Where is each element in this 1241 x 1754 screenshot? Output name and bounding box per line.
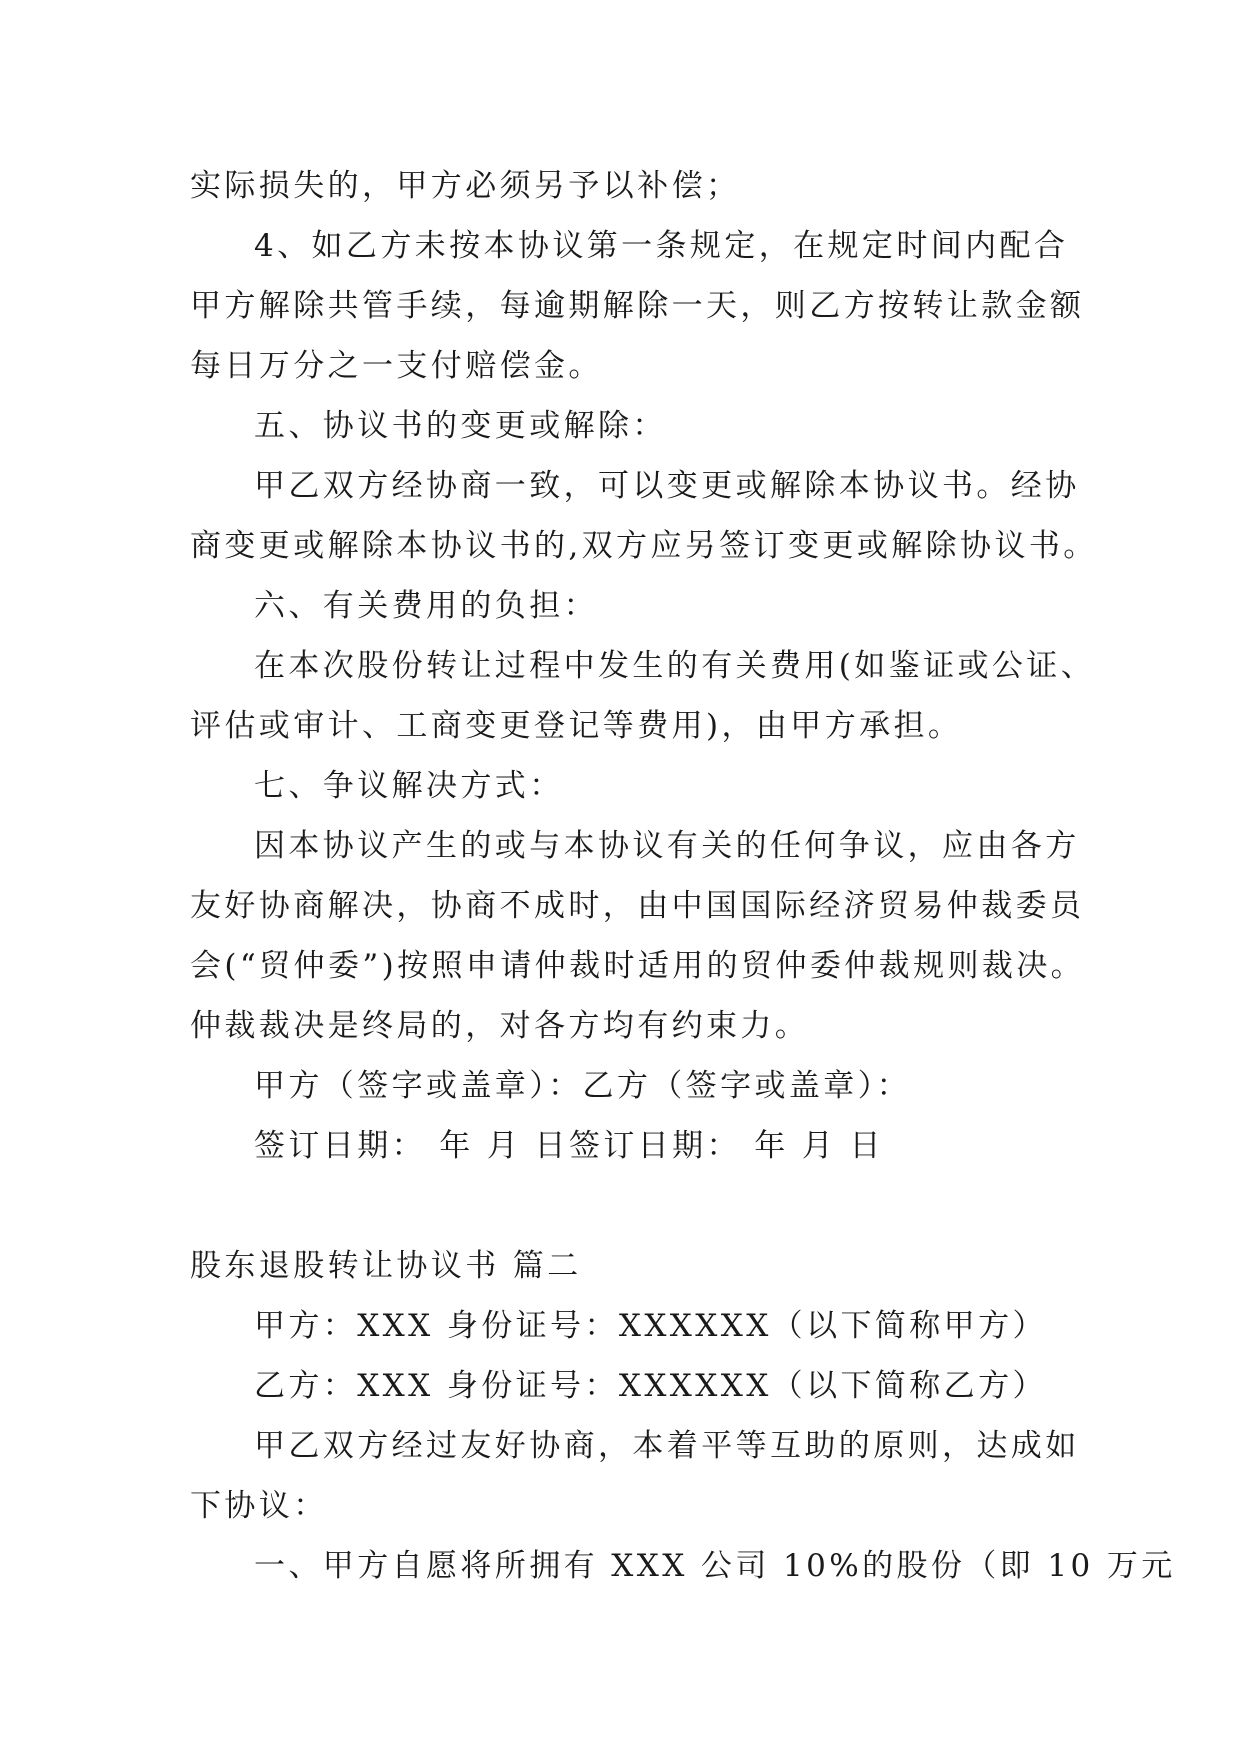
text-line: 友好协商解决，协商不成时，由中国国际经济贸易仲裁委员 xyxy=(190,888,1085,924)
text-line: 评估或审计、工商变更登记等费用)，由甲方承担。 xyxy=(190,708,963,744)
text-line: 会(“贸仲委”)按照申请仲裁时适用的贸仲委仲裁规则裁决。 xyxy=(190,948,1086,984)
text-line: 甲方解除共管手续，每逾期解除一天，则乙方按转让款金额 xyxy=(190,288,1085,324)
text-line: 仲裁裁决是终局的，对各方均有约束力。 xyxy=(190,1008,810,1044)
section-heading: 六、有关费用的负担： xyxy=(254,588,598,624)
text-line: 甲乙双方经过友好协商，本着平等互助的原则，达成如 xyxy=(254,1428,1080,1464)
section-heading: 七、争议解决方式： xyxy=(254,768,564,804)
text-line: 一、甲方自愿将所拥有 XXX 公司 10%的股份（即 10 万元 xyxy=(254,1548,1176,1584)
text-line: 4、如乙方未按本协议第一条规定，在规定时间内配合 xyxy=(254,228,1069,264)
text-line: 每日万分之一支付赔偿金。 xyxy=(190,348,603,384)
text-line: 甲乙双方经协商一致，可以变更或解除本协议书。经协 xyxy=(254,468,1080,504)
party-a-line: 甲方：XXX 身份证号：XXXXXX（以下简称甲方） xyxy=(254,1308,1047,1344)
section-heading: 五、协议书的变更或解除： xyxy=(254,408,667,444)
document-title: 股东退股转让协议书 篇二 xyxy=(190,1248,582,1284)
party-b-line: 乙方：XXX 身份证号：XXXXXX（以下简称乙方） xyxy=(254,1368,1047,1404)
text-line: 实际损失的，甲方必须另予以补偿； xyxy=(190,168,741,204)
text-line: 商变更或解除本协议书的,双方应另签订变更或解除协议书。 xyxy=(190,528,1098,564)
text-line: 因本协议产生的或与本协议有关的任何争议，应由各方 xyxy=(254,828,1080,864)
signing-date-line: 签订日期： 年 月 日签订日期： 年 月 日 xyxy=(254,1128,884,1164)
text-line: 下协议： xyxy=(190,1488,328,1524)
signature-line: 甲方（签字或盖章）：乙方（签字或盖章）： xyxy=(254,1068,911,1104)
text-line: 在本次股份转让过程中发生的有关费用(如鉴证或公证、 xyxy=(254,648,1096,684)
